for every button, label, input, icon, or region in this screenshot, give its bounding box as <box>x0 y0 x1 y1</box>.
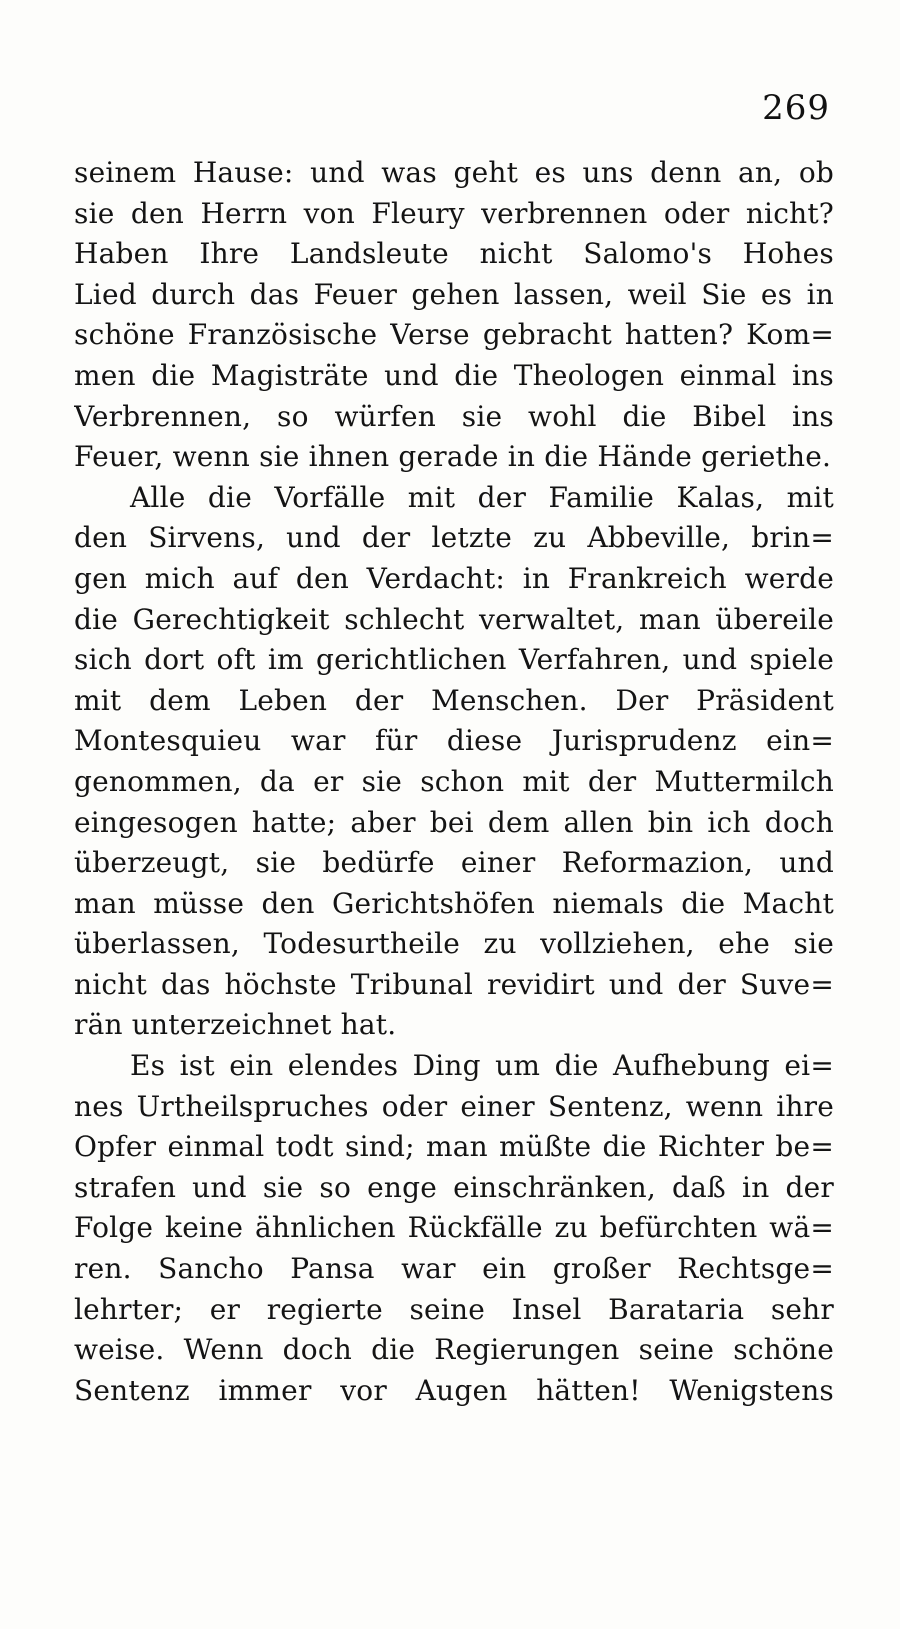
text-line: überzeugt, sie bedürfe einer Reformazion, und <box>74 846 834 880</box>
text-line: Opfer einmal todt sind; man müßte die Richter be= <box>74 1130 834 1164</box>
text-line: seinem Hause: und was geht es uns denn an, ob <box>74 156 834 189</box>
text-line: weise. Wenn doch die Regierungen seine schöne <box>74 1333 834 1367</box>
text-line: schöne Französische Verse gebracht hatten? Kom= <box>74 318 834 352</box>
page-number: 269 <box>762 88 830 128</box>
text-line: den Sirvens, und der letzte zu Abbeville, brin= <box>74 521 834 555</box>
text-line: Haben Ihre Landsleute nicht Salomo's Hohes <box>74 237 834 271</box>
text-line: man müsse den Gerichtshöfen niemals die Macht <box>74 886 834 920</box>
text-line: sich dort oft im gerichtlichen Verfahren, und spiele <box>74 643 834 677</box>
text-line: strafen und sie so enge einschränken, daß in der <box>74 1170 834 1204</box>
text-line: ren. Sancho Pansa war ein großer Rechtsge= <box>74 1252 834 1286</box>
text-line: Feuer, wenn sie ihnen gerade in die Hände geriethe. <box>74 440 832 474</box>
text-line: sie den Herrn von Fleury verbrennen oder nicht? <box>74 196 834 230</box>
text-line: Lied durch das Feuer gehen lassen, weil Sie es in <box>74 277 834 311</box>
paragraph-start-line: Es ist ein elendes Ding um die Aufhebung ei= <box>130 1049 834 1083</box>
text-line: genommen, da er sie schon mit der Muttermilch <box>74 764 834 798</box>
paragraph-start-line: Alle die Vorfälle mit der Familie Kalas, mit <box>130 480 834 514</box>
text-line: Montesquieu war für diese Jurisprudenz ein= <box>74 724 834 758</box>
text-line: die Gerechtigkeit schlecht verwaltet, man übereile <box>74 602 834 636</box>
text-line: rän unterzeichnet hat. <box>74 1008 397 1042</box>
text-line: eingesogen hatte; aber bei dem allen bin ich doch <box>74 805 834 839</box>
text-line: mit dem Leben der Menschen. Der Präsident <box>74 683 834 717</box>
text-line: überlassen, Todesurtheile zu vollziehen, ehe sie <box>74 927 834 961</box>
text-line: nicht das höchste Tribunal revidirt und der Suve= <box>74 967 834 1001</box>
body-text <box>74 153 834 1411</box>
text-line: gen mich auf den Verdacht: in Frankreich werde <box>74 561 834 595</box>
text-line: Verbrennen, so würfen sie wohl die Bibel ins <box>74 399 834 433</box>
text-line: nes Urtheilspruches oder einer Sentenz, wenn ihre <box>74 1089 834 1123</box>
text-line: Folge keine ähnlichen Rückfälle zu befürchten wä= <box>74 1211 834 1245</box>
text-line: lehrter; er regierte seine Insel Barataria sehr <box>74 1292 834 1326</box>
text-line: Sentenz immer vor Augen hätten! Wenigstens <box>74 1373 834 1407</box>
text-line: men die Magisträte und die Theologen einmal ins <box>74 358 834 392</box>
